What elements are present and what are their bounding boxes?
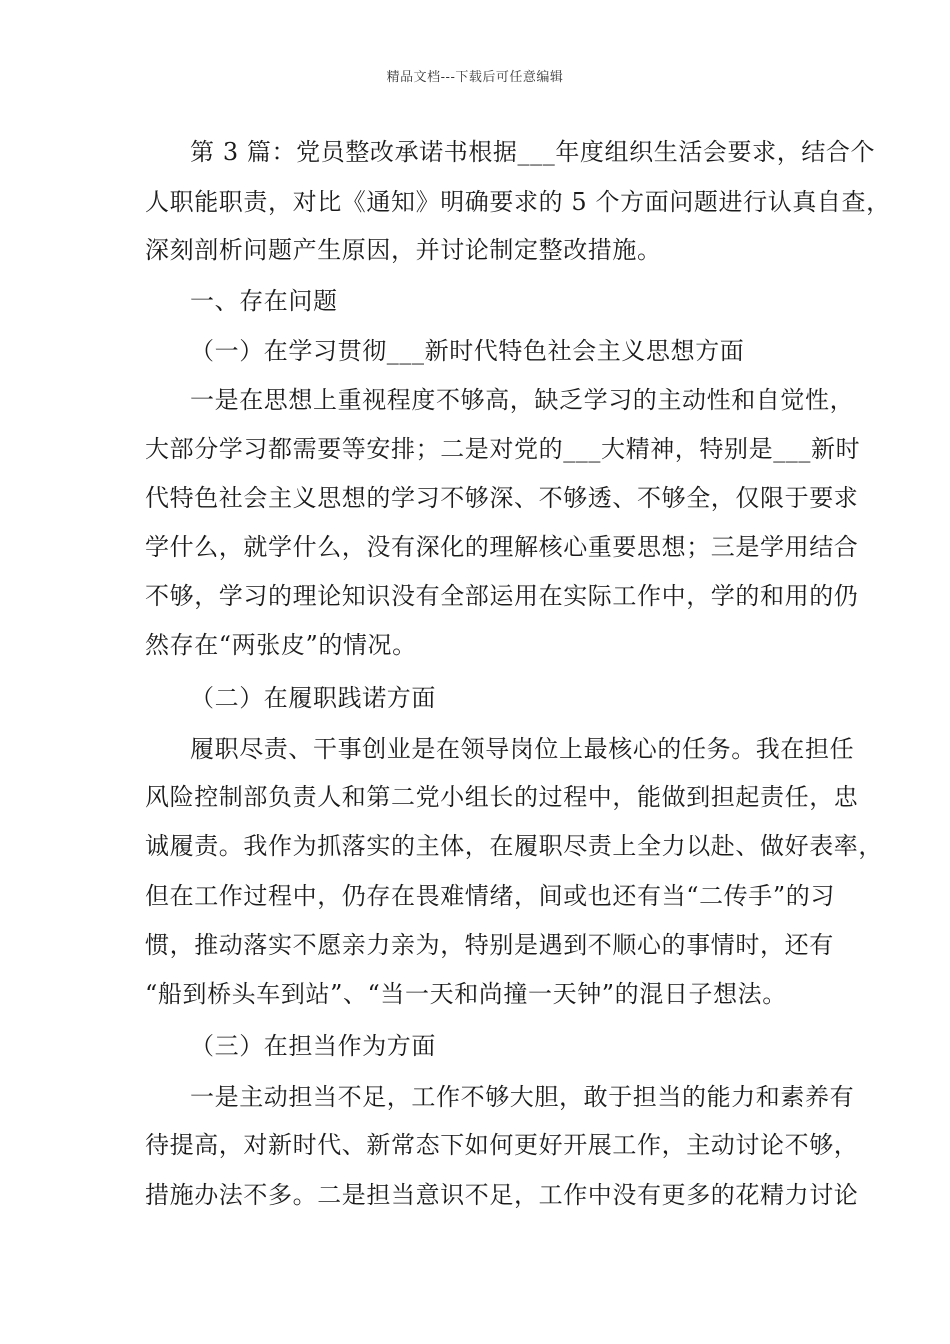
paragraph-line: 人职能职责，对比《通知》明确要求的 5 个方面问题进行认真自查， (145, 188, 891, 216)
paragraph-line: 履职尽责、干事创业是在领导岗位上最核心的任务。我在担任 (190, 735, 855, 763)
paragraph-line: 惯，推动落实不愿亲力亲为，特别是遇到不顺心的事情时，还有 (145, 931, 834, 959)
paragraph-line: 学什么，就学什么，没有深化的理解核心重要思想；三是学用结合 (145, 533, 859, 561)
paragraph-line: 但在工作过程中，仍存在畏难情绪，间或也还有当“二传手”的习 (145, 882, 835, 910)
paragraph-line: 大部分学习都需要等安排；二是对党的___大精神，特别是___新时 (145, 435, 861, 463)
paragraph-line: 措施办法不多。二是担当意识不足，工作中没有更多的花精力讨论 (145, 1181, 859, 1209)
page-header: 精品文档---下载后可任意编辑 (386, 70, 564, 85)
paragraph-line: 深刻剖析问题产生原因，并讨论制定整改措施。 (145, 236, 662, 264)
paragraph-line: 第 3 篇：党员整改承诺书根据___年度组织生活会要求，结合个 (190, 138, 876, 166)
paragraph-line: 不够，学习的理论知识没有全部运用在实际工作中，学的和用的仍 (145, 582, 859, 610)
paragraph-line: 代特色社会主义思想的学习不够深、不够透、不够全，仅限于要求 (145, 484, 859, 512)
paragraph-line: 一是在思想上重视程度不够高，缺乏学习的主动性和自觉性， (190, 386, 855, 414)
subsection-heading: （二）在履职践诺方面 (190, 684, 436, 712)
paragraph-line: “船到桥头车到站”、“当一天和尚撞一天钟”的混日子想法。 (145, 980, 787, 1008)
subsection-heading: （一）在学习贯彻___新时代特色社会主义思想方面 (190, 337, 745, 365)
paragraph-line: 然存在“两张皮”的情况。 (145, 631, 417, 659)
section-heading: 一、存在问题 (190, 287, 338, 315)
paragraph-line: 一是主动担当不足，工作不够大胆，敢于担当的能力和素养有 (190, 1083, 855, 1111)
subsection-heading: （三）在担当作为方面 (190, 1032, 436, 1060)
paragraph-line: 诚履责。我作为抓落实的主体，在履职尽责上全力以赴、做好表率， (145, 832, 883, 860)
paragraph-line: 风险控制部负责人和第二党小组长的过程中，能做到担起责任，忠 (145, 783, 859, 811)
paragraph-line: 待提高，对新时代、新常态下如何更好开展工作，主动讨论不够， (145, 1131, 859, 1159)
